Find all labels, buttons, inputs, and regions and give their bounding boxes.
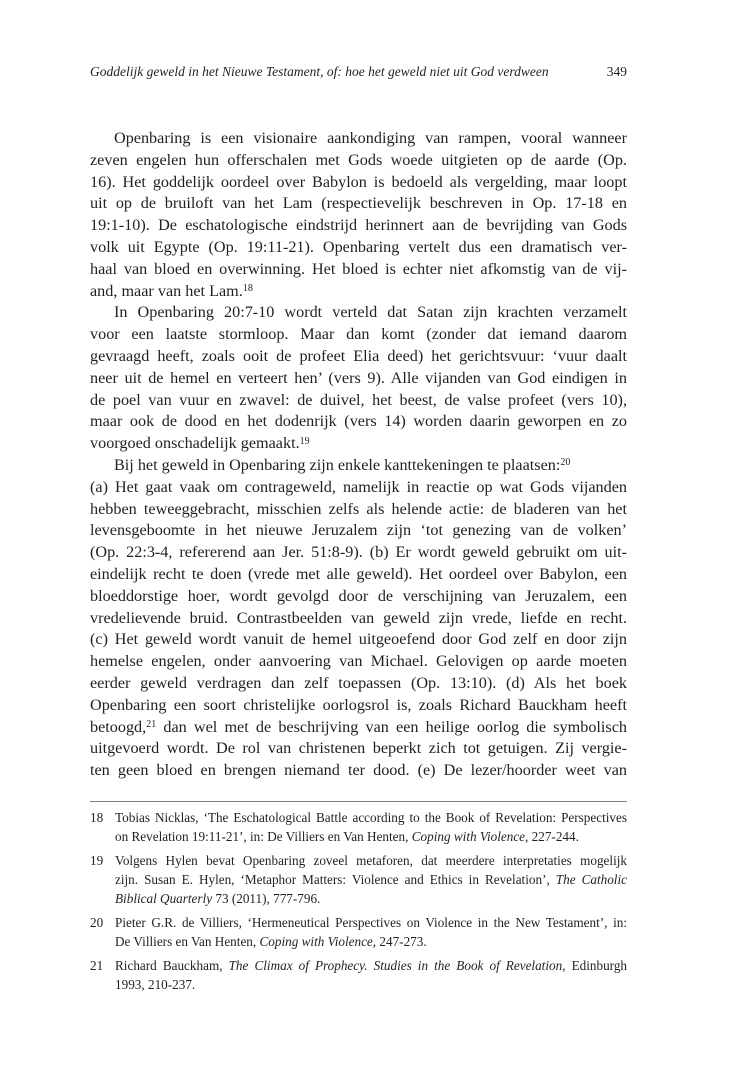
footnote-line: Volgens Hylen bevat Openbaring zoveel metaforen, dat meerdere interpretaties mogelijk [115, 853, 627, 868]
paragraph-2-text: voorgoed onschadelijk gemaakt. [90, 434, 300, 453]
footnote-line [115, 932, 627, 951]
footnote-book-title: Coping with Violence [411, 829, 526, 844]
paragraph-2-line: In Openbaring 20:7-10 wordt verteld dat Satan zijn krachten verzamelt [114, 303, 627, 322]
footnote-line [115, 889, 627, 908]
footnote-ref-19[interactable]: 19 [299, 435, 310, 447]
page-number: 349 [606, 64, 627, 79]
paragraph-3-line: (c) Het geweld wordt vanuit de hemel uitgeoefend door God zelf en door zijn [90, 630, 627, 649]
footnote-19 [90, 851, 627, 908]
paragraph-2-line: voor een laatste stormloop. Maar dan komt (zonder dat iemand daarom [90, 325, 627, 344]
paragraph-3-line: bloeddorstige hoer, wordt gevolgd door de verschijning van Jeruzalem, een [90, 586, 627, 605]
paragraph-3-line: eindelijk recht te doen (vrede met alle geweld). Het oordeel over Babylon, een [90, 564, 627, 583]
footnote-journal-title: The Catholic [555, 872, 627, 887]
footnote-line [115, 827, 627, 846]
paragraph-2-line [90, 433, 627, 455]
footnote-line [115, 956, 627, 975]
footnote-separator [90, 801, 627, 802]
footnote-ref-21[interactable]: 21 [146, 719, 157, 731]
main-text [90, 128, 627, 782]
footnote-book-title: Coping with Violence [259, 934, 373, 949]
paragraph-1-text: and, maar van het Lam. [90, 281, 243, 300]
footnote-text: zijn. Susan E. Hylen, ‘Metaphor Matters: Violence and Ethics in Revelation’, [115, 872, 556, 887]
paragraph-1-line: volk uit Egypte (Op. 19:11-21). Openbaring vertelt dus een dramatisch ver- [90, 237, 627, 256]
paragraph-3-line: (Op. 22:3-4, refererend aan Jer. 51:8-9). (b) Er wordt geweld gebruikt om uit- [90, 543, 627, 562]
footnote-20 [90, 913, 627, 951]
footnote-line: Pieter G.R. de Villiers, ‘Hermeneutical Perspectives on Violence in the New Testament’, in: [115, 915, 627, 930]
paragraph-3-text: Bij het geweld in Openbaring zijn enkele kanttekeningen te plaatsen: [114, 455, 561, 474]
footnote-text: Edinburgh [565, 958, 628, 973]
paragraph-2-line: maar ook de dood en het dodenrijk (vers 14) worden daarin geworpen en zo [90, 412, 627, 431]
paragraph-3-text: dan wel met de beschrijving van een heilige oorlog die symbolisch [156, 717, 627, 736]
footnote-text: on Revelation 19:11-21’, in: De Villiers en Van Henten, [115, 829, 412, 844]
footnote-ref-20[interactable]: 20 [560, 457, 571, 469]
running-head: Goddelijk geweld in het Nieuwe Testament, of: hoe het geweld niet uit God verdween [90, 64, 549, 79]
paragraph-1-line: zeven engelen hun offerschalen met Gods woede uitgieten op de aarde (Op. [90, 150, 627, 169]
paragraph-3-line: Openbaring een soort christelijke oorlogsrol is, zoals Richard Bauckham heeft [90, 695, 627, 714]
footnote-number: 18 [90, 810, 104, 825]
paragraph-3-line: hemelse engelen, onder aanvoering van Michael. Gelovigen op aarde moeten [90, 652, 627, 671]
paragraph-3-line: ten geen bloed en brengen niemand ter dood. (e) De lezer/hoorder weet van [90, 761, 627, 780]
paragraph-2-line: gevraagd heeft, zoals ooit de profeet Elia deed) het gerichtsvuur: ‘vuur daalt [90, 346, 627, 365]
paragraph-3-line: (a) Het gaat vaak om contrageweld, namelijk in reactie op wat Gods vijanden [90, 477, 627, 496]
footnote-book-title: The Climax of Prophecy. Studies in the Book of Revelation, [228, 958, 566, 973]
footnote-journal-title: Biblical Quarterly [115, 891, 213, 906]
footnote-text: , 227-244. [525, 829, 579, 844]
footnote-number: 21 [90, 958, 104, 973]
footnote-text: , 247-273. [372, 934, 427, 949]
footnote-text: De Villiers en Van Henten, [115, 934, 260, 949]
footnote-line: 1993, 210-237. [115, 977, 196, 992]
footnote-number: 20 [90, 915, 104, 930]
footnote-ref-18[interactable]: 18 [242, 283, 253, 295]
paragraph-3-line [90, 455, 627, 477]
paragraph-1-line: haal van bloed en overwinning. Het bloed is echter niet afkomstig van de vij- [90, 259, 627, 278]
paragraph-3-line: vredelievende bruid. Contrastbeelden van geweld zijn vrede, liefde en recht. [90, 608, 627, 627]
paragraph-3-line: eerder geweld verdragen dan zelf toepassen (Op. 13:10). (d) Als het boek [90, 673, 627, 692]
paragraph-2-line: neer uit de hemel en verteert hen’ (vers 9). Alle vijanden van God eindigen in [90, 368, 627, 387]
paragraph-3-line [90, 717, 627, 739]
paragraph-3-line: uitgevoerd wordt. De rol van christenen beperkt zich tot getuigen. Zij vergie- [90, 739, 627, 758]
paragraph-3-text: betoogd, [90, 717, 147, 736]
footnote-text: 73 (2011), 777-796. [212, 891, 321, 906]
paragraph-3-line: hebben teweeggebracht, misschien zelfs als helende actie: de bladeren van het [90, 499, 627, 518]
paragraph-1-line: uit op de bruiloft van het Lam (respectievelijk beschreven in Op. 17-18 en [90, 194, 627, 213]
footnote-21 [90, 956, 627, 994]
paragraph-1-line [90, 281, 627, 303]
paragraph-3-line: levensgeboomte in het nieuwe Jeruzalem zijn ‘tot genezing van de volken’ [90, 521, 627, 540]
paragraph-2-line: de poel van vuur en zwavel: de duivel, het beest, de valse profeet (vers 10), [90, 390, 627, 409]
footnote-line: Tobias Nicklas, ‘The Eschatological Battle according to the Book of Revelation: Perspectives [115, 810, 627, 825]
footnote-line [115, 870, 627, 889]
footnotes [90, 808, 627, 999]
paragraph-1-line: 16). Het goddelijk oordeel over Babylon is bedoeld als vergelding, maar loopt [90, 172, 627, 191]
paragraph-1-line: Openbaring is een visionaire aankondiging van rampen, vooral wanneer [114, 129, 627, 147]
footnote-18 [90, 808, 627, 846]
paragraph-1-line: 19:1-10). De eschatologische eindstrijd herinnert aan de bevrijding van Gods [90, 216, 627, 235]
footnote-number: 19 [90, 853, 104, 868]
footnote-text: Richard Bauckham, [115, 958, 229, 973]
